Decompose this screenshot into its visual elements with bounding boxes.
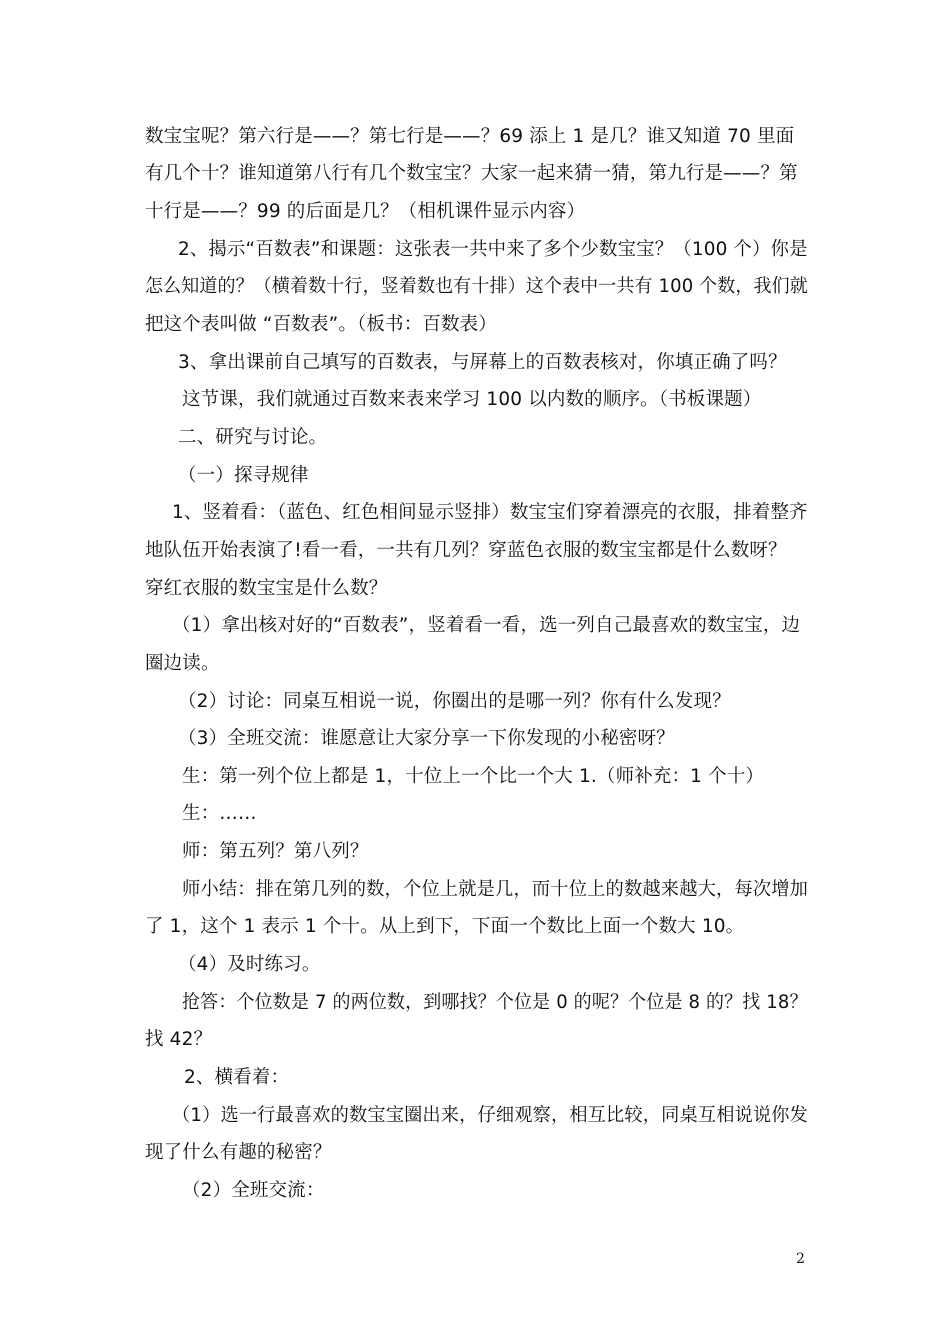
text-line: （1）拿出核对好的“百数表”，竖着看一看，选一列自己最喜欢的数宝宝，边 bbox=[172, 615, 801, 636]
text-line: 生：…… bbox=[182, 803, 257, 824]
text-line: 把这个表叫做 “百数表”。（板书：百数表） bbox=[145, 314, 497, 335]
text-line: 1、竖着看：（蓝色、红色相间显示竖排）数宝宝们穿着漂亮的衣服，排着整齐 bbox=[172, 502, 808, 523]
text-line: 抢答：个位数是 7 的两位数，到哪找？个位是 0 的呢？个位是 8 的？找 18？ bbox=[182, 992, 808, 1013]
subsection-heading: （一）探寻规律 bbox=[178, 465, 309, 486]
text-line: 圈边读。 bbox=[145, 653, 220, 674]
text-line: 有几个十？谁知道第八行有几个数宝宝？大家一起来猜一猜，第九行是——？第 bbox=[145, 163, 798, 184]
text-line: 穿红衣服的数宝宝是什么数？ bbox=[145, 578, 388, 599]
text-line: 2、揭示“百数表”和课题：这张表一共中来了多个少数宝宝？（100 个）你是 bbox=[178, 239, 808, 260]
text-line: 生：第一列个位上都是 1，十位上一个比一个大 1.（师补充：1 个十） bbox=[182, 766, 765, 787]
text-line: （4）及时练习。 bbox=[178, 954, 321, 975]
text-line: 这节课，我们就通过百数来表来学习 100 以内数的顺序。（书板课题） bbox=[182, 389, 762, 410]
text-line: 十行是——？99 的后面是几？（相机课件显示内容） bbox=[145, 201, 586, 222]
text-line: 现了什么有趣的秘密？ bbox=[145, 1142, 332, 1163]
subsection-heading: 2、横看着： bbox=[184, 1067, 290, 1088]
text-line: 了 1，这个 1 表示 1 个十。从上到下，下面一个数比上面一个数大 10。 bbox=[145, 916, 745, 937]
page-number: 2 bbox=[796, 1251, 805, 1267]
text-line: （1）选一行最喜欢的数宝宝圈出来，仔细观察，相互比较，同桌互相说说你发 bbox=[172, 1105, 809, 1126]
text-line: 3、拿出课前自己填写的百数表，与屏幕上的百数表核对，你填正确了吗？ bbox=[178, 352, 787, 373]
text-line: 师：第五列？第八列？ bbox=[182, 841, 369, 862]
text-line: 数宝宝呢？第六行是——？第七行是——？69 添上 1 是几？谁又知道 70 里面 bbox=[145, 126, 795, 147]
text-line: 找 42？ bbox=[145, 1029, 213, 1050]
text-line: 怎么知道的？（横着数十行，竖着数也有十排）这个表中一共有 100 个数，我们就 bbox=[145, 276, 808, 297]
text-line: 地队伍开始表演了!看一看，一共有几列？穿蓝色衣服的数宝宝都是什么数呀？ bbox=[145, 540, 787, 561]
text-line: （3）全班交流：谁愿意让大家分享一下你发现的小秘密呀？ bbox=[178, 728, 675, 749]
section-heading: 二、研究与讨论。 bbox=[178, 427, 328, 448]
text-line: 师小结：排在第几列的数，个位上就是几，而十位上的数越来越大，每次增加 bbox=[182, 879, 809, 900]
text-line: （2）全班交流： bbox=[182, 1180, 325, 1201]
text-line: （2）讨论：同桌互相说一说，你圈出的是哪一列？你有什么发现？ bbox=[178, 691, 731, 712]
